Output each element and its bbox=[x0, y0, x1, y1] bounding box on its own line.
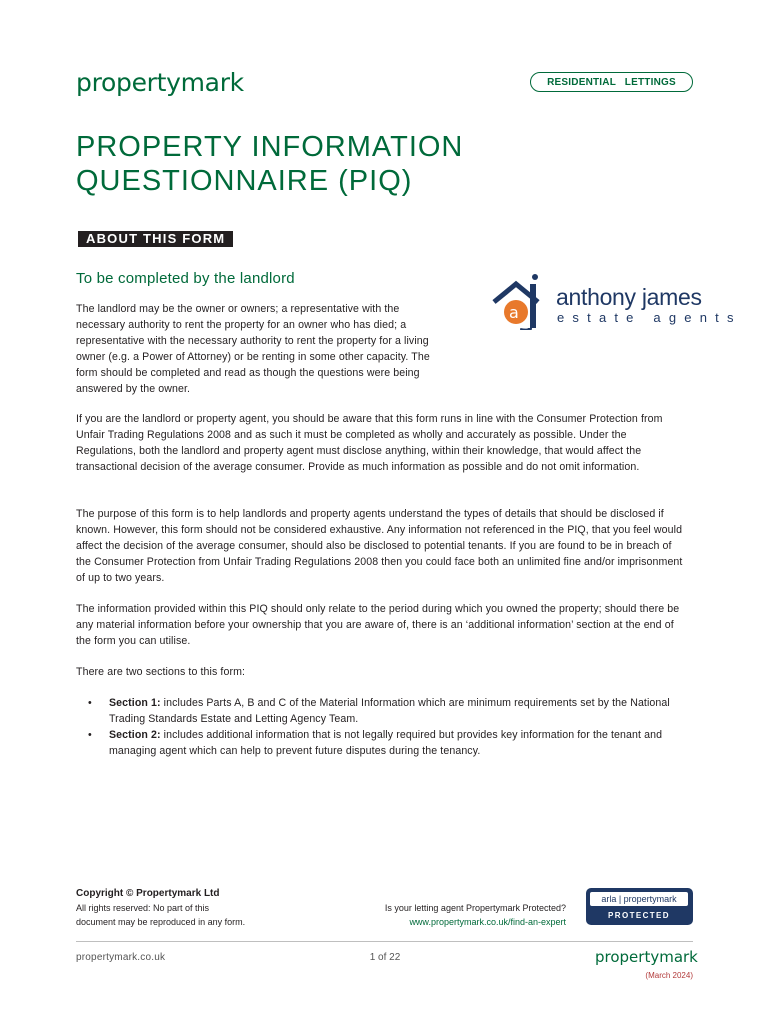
sections-list bbox=[88, 695, 688, 759]
agent-name: anthony james bbox=[556, 284, 702, 310]
page-title-line1: PROPERTY INFORMATION bbox=[76, 131, 464, 163]
section-label: ABOUT THIS FORM bbox=[78, 231, 233, 247]
copyright-line: document may be reproduced in any form. bbox=[76, 917, 246, 927]
list-item bbox=[88, 695, 688, 727]
svg-text:a: a bbox=[509, 303, 519, 322]
agent-tagline: estate agents bbox=[557, 310, 742, 325]
page-title bbox=[76, 130, 463, 198]
propertymark-footer-logo: propertymark bbox=[595, 948, 698, 966]
arla-protected-badge bbox=[586, 888, 693, 925]
footer-date: (March 2024) bbox=[645, 971, 693, 980]
copyright-line: All rights reserved: No part of this bbox=[76, 903, 210, 913]
arla-badge-title: arla | propertymark bbox=[590, 892, 688, 906]
list-item-text: includes additional information that is not legally required but provides key information for the tenant and managing agent which can help to prevent future disputes during the tenancy. bbox=[109, 729, 663, 757]
propertymark-logo: propertymark bbox=[76, 68, 244, 97]
footer-divider bbox=[76, 941, 693, 942]
find-an-expert-link[interactable]: www.propertymark.co.uk/find-an-expert bbox=[409, 917, 566, 927]
list-item-label: Section 1: bbox=[109, 697, 161, 709]
page-number: 1 of 22 bbox=[369, 952, 401, 963]
bullet-icon: • bbox=[88, 697, 92, 709]
bullet-icon: • bbox=[88, 729, 92, 741]
arla-badge-protected: PROTECTED bbox=[608, 911, 670, 920]
footer-site-url: propertymark.co.uk bbox=[76, 952, 166, 963]
page-title-line2: QUESTIONNAIRE (PIQ) bbox=[76, 165, 413, 197]
subheading: To be completed by the landlord bbox=[76, 270, 295, 287]
residential-lettings-badge: RESIDENTIAL LETTINGS bbox=[530, 72, 693, 92]
list-item bbox=[88, 727, 688, 759]
copyright-title: Copyright © Propertymark Ltd bbox=[76, 888, 220, 899]
intro-paragraph: The landlord may be the owner or owners; a representative with the necessary authority to rent the property for an owner who has died; a representative with the necessary authority to rent the property for a living owner (e.g. a Power of Attorney) or be renting in some other capacity. The form should be completed and read as though the questions were being answered by the owner. bbox=[76, 303, 430, 395]
protected-question: Is your letting agent Propertymark Protected? bbox=[384, 903, 566, 913]
paragraph-regulations: If you are the landlord or property agent, you should be aware that this form runs in line with the Consumer Protection from Unfair Trading Regulations 2008 and as such it must be completed as wholly and accurately as possible. Under the Regulations, both the landlord and property agent must disclose anything, within their knowledge, that would affect the transactional decision of the average consumer. Provide as much information as possible and do not omit information. bbox=[76, 413, 663, 473]
list-item-text: includes Parts A, B and C of the Material Information which are minimum requirements set by the National Trading Standards Estate and Letting Agency Team. bbox=[109, 697, 670, 725]
list-item-label: Section 2: bbox=[109, 729, 161, 741]
paragraph-sections-intro: There are two sections to this form: bbox=[76, 666, 246, 678]
paragraph-purpose: The purpose of this form is to help landlords and property agents understand the types of details that should be disclosed if known. However, this form should not be considered exhaustive. Any information not referenced in the PIQ, that you feel would affect the decision of the average consumer, should also be disclosed to potential tenants. If you are found to be in breach of the Consumer Protection from Unfair Trading Regulations 2008 then you could face both an unlimited fine and/or imprisonment of up to two years. bbox=[76, 508, 683, 584]
paragraph-ownership: The information provided within this PIQ should only relate to the period during which you owned the property; should there be any material information before your ownership that you are aware of, there is an ‘additional information’ section at the end of the form you can utilise. bbox=[76, 603, 680, 647]
